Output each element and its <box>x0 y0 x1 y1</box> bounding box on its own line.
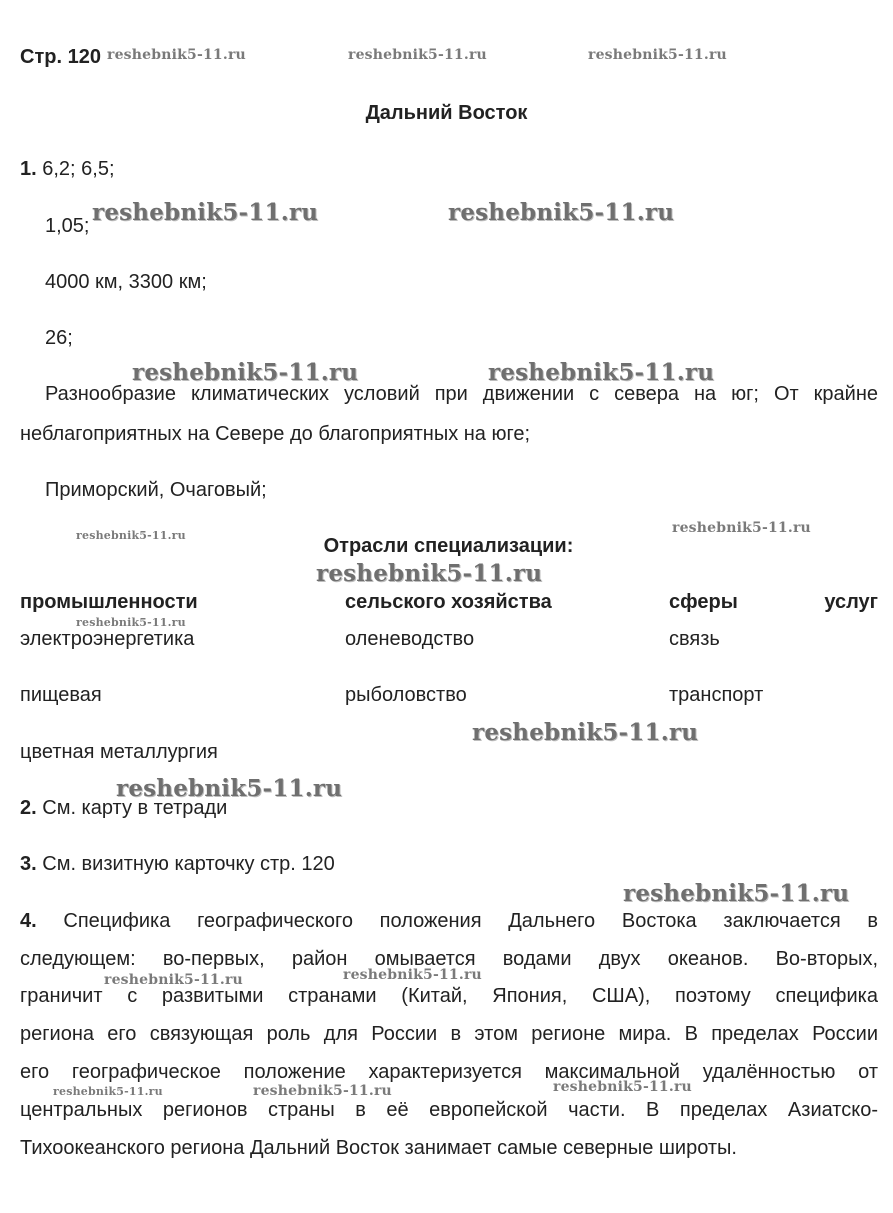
question-1-answer-5-line-1: Разнообразие климатических условий при движении с севера на юг; От крайне <box>45 383 878 405</box>
question-1-answer-6: Приморский, Очаговый; <box>45 479 267 501</box>
table-cell: рыболовство <box>345 684 467 706</box>
question-4-number: 4. <box>20 910 37 932</box>
watermark: reshebnik5-11.ru <box>672 520 811 536</box>
question-1-values: 6,2; 6,5; <box>42 158 115 180</box>
watermark: reshebnik5-11.ru <box>488 359 715 386</box>
watermark: reshebnik5-11.ru <box>132 359 359 386</box>
question-4-line-5: его географическое положение характеризуется максимальной удалённостью от <box>20 1061 878 1083</box>
question-1-answer-4: 26; <box>45 327 73 349</box>
table-cell: транспорт <box>669 684 764 706</box>
question-2-text: См. карту в тетради <box>42 797 228 819</box>
table-cell: пищевая <box>20 684 102 706</box>
watermark: reshebnik5-11.ru <box>53 1085 163 1098</box>
question-1-answer-1 <box>20 158 115 181</box>
table-header-industry: промышленности <box>20 591 198 613</box>
watermark: reshebnik5-11.ru <box>348 47 487 63</box>
watermark: reshebnik5-11.ru <box>553 1079 692 1095</box>
table-cell: цветная металлургия <box>20 741 218 763</box>
watermark: reshebnik5-11.ru <box>472 719 699 746</box>
watermark: reshebnik5-11.ru <box>448 199 675 226</box>
question-4-line-7: Тихоокеанского региона Дальний Восток занимает самые северные широты. <box>20 1137 737 1159</box>
page-title: Дальний Восток <box>365 102 528 124</box>
question-4-line-2: следующем: во-первых, район омывается водами двух океанов. Во-вторых, <box>20 948 878 970</box>
table-cell: оленеводство <box>345 628 475 650</box>
question-4-line-6: центральных регионов страны в её европейской части. В пределах Азиатско- <box>20 1099 878 1121</box>
watermark: reshebnik5-11.ru <box>588 47 727 63</box>
question-2-number: 2. <box>20 797 37 819</box>
question-1-answer-3: 4000 км, 3300 км; <box>45 271 207 293</box>
watermark: reshebnik5-11.ru <box>104 972 243 988</box>
question-4-line-3: граничит с развитыми странами (Китай, Япония, США), поэтому специфика <box>20 985 878 1007</box>
watermark: reshebnik5-11.ru <box>116 775 343 802</box>
table-cell: связь <box>669 628 720 650</box>
watermark: reshebnik5-11.ru <box>623 880 850 907</box>
watermark: reshebnik5-11.ru <box>316 560 543 587</box>
question-1-answer-5-line-2: неблагоприятных на Севере до благоприятных на юге; <box>20 423 531 445</box>
watermark: reshebnik5-11.ru <box>253 1083 392 1099</box>
watermark: reshebnik5-11.ru <box>343 967 482 983</box>
table-cell: электроэнергетика <box>20 628 195 650</box>
question-3-number: 3. <box>20 853 37 875</box>
table-header-agriculture: сельского хозяйства <box>345 591 552 613</box>
question-1-number: 1. <box>20 158 37 180</box>
watermark: reshebnik5-11.ru <box>92 199 319 226</box>
question-3 <box>20 853 335 876</box>
question-4-line-1: 4. Специфика географического положения Дальнего Востока заключается в <box>20 910 878 932</box>
specialization-title: Отрасли специализации: <box>323 535 574 557</box>
watermark: reshebnik5-11.ru <box>76 616 186 629</box>
question-3-text: См. визитную карточку стр. 120 <box>42 853 335 875</box>
question-1-answer-2: 1,05; <box>45 215 90 237</box>
question-4-line-4: региона его связующая роль для России в этом регионе мира. В пределах России <box>20 1023 878 1045</box>
page-reference: Стр. 120 <box>20 46 101 68</box>
table-header-services: сферы услуг <box>669 591 878 613</box>
watermark: reshebnik5-11.ru <box>76 529 186 542</box>
watermark: reshebnik5-11.ru <box>107 47 246 63</box>
